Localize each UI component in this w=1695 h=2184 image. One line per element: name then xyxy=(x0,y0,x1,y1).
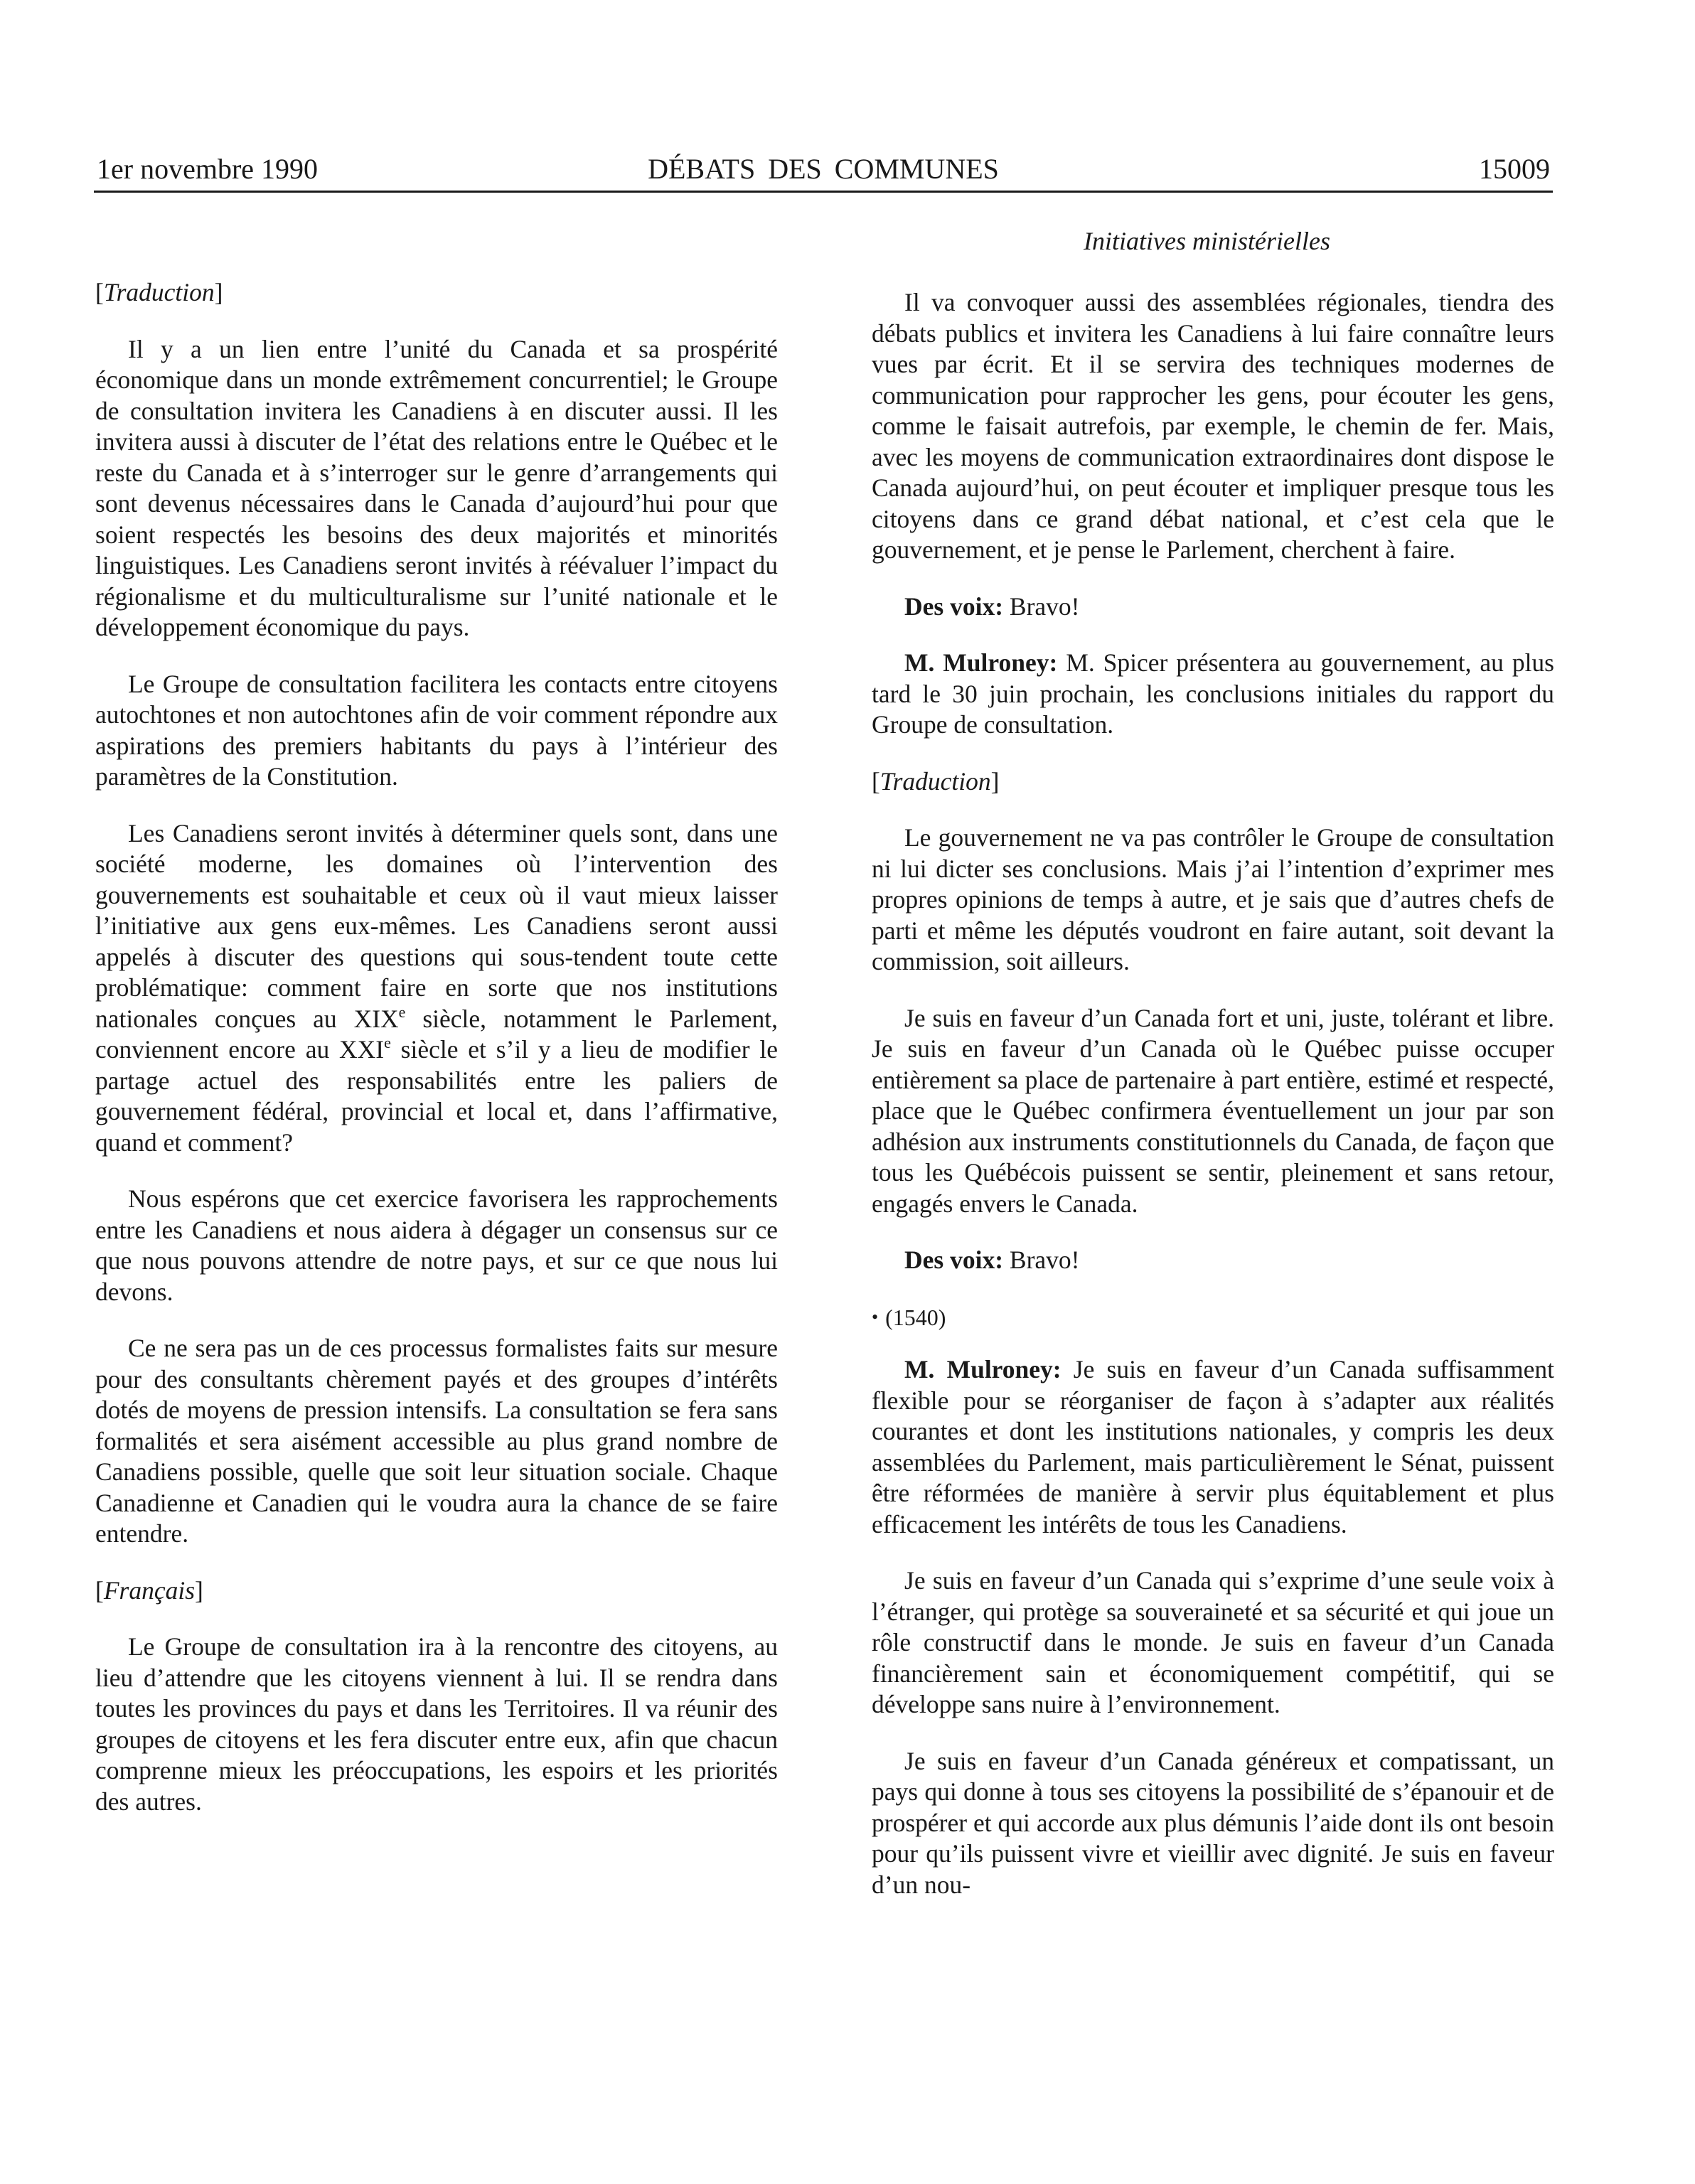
section-heading: Initiatives ministérielles xyxy=(1084,227,1330,255)
paragraph: Je suis en faveur d’un Canada qui s’exprime d’une seule voix à l’étranger, qui protège sa souveraineté et sa sécurité et qui joue un rôle constructif dans le monde. Je suis en faveur d’un Canada financièrement sain et économiquement compétitif, qui se développe sans nuire à l’environnement. xyxy=(872,1566,1554,1718)
language-tag-francais: [Français] xyxy=(95,1575,203,1605)
paragraph: Le Groupe de consultation facilitera les contacts entre citoyens autochtones et non autochtones afin de voir comment répondre aux aspirations des premiers habitants du pays à l’intérieur des paramètres de la Constitution. xyxy=(95,669,778,791)
language-tag-traduction: [Traduction] xyxy=(95,278,223,306)
interjection: Des voix: Bravo! xyxy=(904,592,1080,621)
language-tag-traduction: [Traduction] xyxy=(872,766,1000,796)
speaker-name: M. Mulroney: xyxy=(904,648,1058,677)
left-column xyxy=(95,277,778,1843)
interjection: Des voix: Bravo! xyxy=(904,1246,1080,1274)
speaker-name: Des voix: xyxy=(904,592,1004,621)
bullet-icon: • xyxy=(872,1306,879,1327)
paragraph: Nous espérons que cet exercice favorisera les rapprochements entre les Canadiens et nous aidera à dégager un consensus sur ce que nous pouvons attendre de notre pays, et sur ce que nous lui devons. xyxy=(95,1184,778,1306)
speaker-name: M. Mulroney: xyxy=(904,1355,1062,1383)
paragraph: Il y a un lien entre l’unité du Canada et sa prospérité économique dans un monde extrêmement concurrentiel; le Groupe de consultation invitera les Canadiens à en discuter aussi. Il les invitera aussi à discuter de l’état des relations entre le Québec et le reste du Canada et à s’interroger sur le genre d’arrangements qui sont devenus nécessaires dans le Canada d’aujourd’hui pour que soient respectés les besoins des deux majorités et minorités linguistiques. Les Canadiens seront invités à réévaluer l’impact du régionalisme et du multiculturalisme sur l’unité nationale et le développement économique du pays. xyxy=(95,334,778,641)
speech: M. Mulroney: M. Spicer présentera au gouvernement, au plus tard le 30 juin prochain, les conclusions initiales du rapport du Groupe de consultation. xyxy=(872,648,1554,739)
running-head xyxy=(94,149,1553,189)
publication-title: DÉBATS DES COMMUNES xyxy=(648,153,999,185)
page-number: 15009 xyxy=(1479,153,1550,185)
paragraph: Le Groupe de consultation ira à la rencontre des citoyens, au lieu d’attendre que les citoyens viennent à lui. Il se rendra dans toutes les provinces du pays et dans les Territoires. Il va réunir des groupes de citoyens et les fera discuter entre eux, afin que chacun comprenne mieux les préoccupations, les espoirs et les priorités des autres. xyxy=(95,1632,778,1816)
speaker-name: Des voix: xyxy=(904,1246,1004,1274)
speech: M. Mulroney: Je suis en faveur d’un Canada suffisamment flexible pour se réorganiser de façon à s’adapter aux réalités courantes et dont les institutions nationales, y compris les deux assemblées du Parlement, mais particulièrement le Sénat, puissent être réformées de manière à servir plus équitablement et plus efficacement les intérêts de tous les Canadiens. xyxy=(872,1355,1554,1538)
time-marker: • (1540) xyxy=(872,1304,946,1330)
paragraph: Ce ne sera pas un de ces processus formalistes faits sur mesure pour des consultants chèrement payés et des groupes d’intérêts dotés de moyens de pression intensifs. La consultation se fera sans formalités et sera aisément accessible au plus grand nombre de Canadiens possible, quelle que soit leur situation sociale. Chaque Canadienne et Canadien qui le voudra aura la chance de se faire entendre. xyxy=(95,1334,778,1548)
paragraph: Les Canadiens seront invités à déterminer quels sont, dans une société moderne, les domaines où l’intervention des gouvernements est souhaitable et ceux où il vaut mieux laisser l’initiative aux gens eux-mêmes. Les Canadiens seront aussi appelés à discuter des questions qui sous-tendent toute cette problématique: comment faire en sorte que nos institutions nationales conçues au XIXe siècle, notamment le Parlement, conviennent encore au XXIe siècle et s’il y a lieu de modifier le partage actuel des responsabilités entre les paliers de gouvernement fédéral, provincial et local et, dans l’affirmative, quand et comment? xyxy=(95,818,778,1157)
paragraph: Il va convoquer aussi des assemblées régionales, tiendra des débats publics et invitera les Canadiens à lui faire connaître leurs vues par écrit. Et il se servira des techniques modernes de communication pour rapprocher les gens, pour écouter les gens, comme le faisait autrefois, par exemple, le chemin de fer. Mais, avec les moyens de communication extraordinaires dont dispose le Canada aujourd’hui, on peut écouter et impliquer presque tous les citoyens dans ce grand débat national, et c’est cela que le gouvernement, et je pense le Parlement, cherchent à faire. xyxy=(872,288,1554,564)
page-date: 1er novembre 1990 xyxy=(97,153,319,185)
paragraph: Je suis en faveur d’un Canada fort et uni, juste, tolérant et libre. Je suis en faveur d’un Canada où le Québec puisse occuper entièrement sa place de partenaire à part entière, estimé et respecté, place que le Québec confirmera éventuellement un jour par son adhésion aux instruments constitutionnels du Canada, de façon que tous les Québécois puissent se sentir, pleinement et sans retour, engagés envers le Canada. xyxy=(872,1003,1554,1218)
paragraph: Le gouvernement ne va pas contrôler le Groupe de consultation ni lui dicter ses conclusions. Mais j’ai l’intention d’exprimer mes propres opinions de temps à autre, et je sais que d’autres chefs de parti et même les députés voudront en faire autant, soit devant la commission, soit ailleurs. xyxy=(872,823,1554,975)
paragraph: Je suis en faveur d’un Canada généreux et compatissant, un pays qui donne à tous ses citoyens la possibilité de s’épanouir et de prospérer et qui accorde aux plus démunis l’aide dont ils ont besoin pour qu’ils puissent vivre et vieillir avec dignité. Je suis en faveur d’un nou- xyxy=(872,1746,1554,1899)
right-column xyxy=(872,287,1554,1926)
header-rule xyxy=(94,191,1553,193)
